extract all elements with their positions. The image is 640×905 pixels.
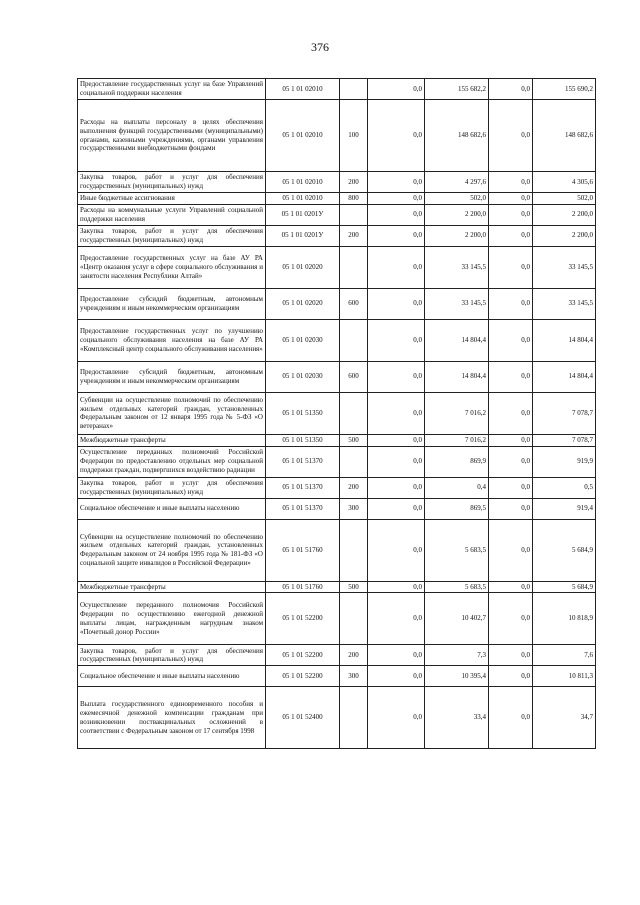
expense-type-cell: [340, 519, 368, 581]
amount-cell: 0,0: [489, 581, 533, 593]
amount-cell: 0,0: [368, 446, 425, 477]
expense-type-cell: [340, 593, 368, 645]
amount-cell: 4 305,6: [533, 172, 596, 193]
amount-cell: 0,0: [489, 288, 533, 319]
amount-cell: 0,0: [368, 519, 425, 581]
expense-type-cell: [340, 446, 368, 477]
amount-cell: 502,0: [533, 193, 596, 205]
amount-cell: 0,0: [368, 79, 425, 100]
amount-cell: 10 395,4: [425, 666, 489, 687]
amount-cell: 148 682,6: [425, 100, 489, 172]
amount-cell: 0,0: [489, 645, 533, 666]
expense-name-cell: Осуществление переданного полномочия Российской Федерации по осуществлению ежегодной денежной выплаты лицам, награжденным нагрудным знаком «Почетный донор России»: [78, 593, 266, 645]
target-code-cell: 05 1 01 02020: [266, 288, 340, 319]
expense-type-cell: 200: [340, 225, 368, 246]
amount-cell: 5 683,5: [425, 581, 489, 593]
amount-cell: 10 402,7: [425, 593, 489, 645]
expense-type-cell: 200: [340, 645, 368, 666]
expense-type-cell: 600: [340, 288, 368, 319]
amount-cell: 2 200,0: [533, 204, 596, 225]
amount-cell: 0,4: [425, 477, 489, 498]
amount-cell: 0,0: [368, 645, 425, 666]
target-code-cell: 05 1 01 52400: [266, 687, 340, 749]
amount-cell: 0,0: [368, 666, 425, 687]
amount-cell: 2 200,0: [533, 225, 596, 246]
target-code-cell: 05 1 01 51760: [266, 519, 340, 581]
target-code-cell: 05 1 01 02020: [266, 246, 340, 288]
amount-cell: 0,0: [489, 172, 533, 193]
amount-cell: 0,0: [489, 434, 533, 446]
target-code-cell: 05 1 01 0201У: [266, 225, 340, 246]
target-code-cell: 05 1 01 51760: [266, 581, 340, 593]
amount-cell: 0,0: [368, 581, 425, 593]
table-row: [78, 246, 596, 288]
amount-cell: 7 016,2: [425, 392, 489, 434]
table-row: [78, 361, 596, 392]
amount-cell: 33,4: [425, 687, 489, 749]
expense-name-cell: Субвенции на осуществление полномочий по обеспечению жильем отдельных категорий граждан, установленных Федеральным законом от 24 ноября 1995 года № 181-ФЗ «О социальной защите инвалидов в Российской Федерации»: [78, 519, 266, 581]
amount-cell: 0,0: [368, 477, 425, 498]
table-row: [78, 288, 596, 319]
table-row: [78, 204, 596, 225]
table-row: [78, 193, 596, 205]
amount-cell: 7 016,2: [425, 434, 489, 446]
expense-type-cell: [340, 246, 368, 288]
page-number: 376: [311, 40, 329, 54]
expense-name-cell: Закупка товаров, работ и услуг для обеспечения государственных (муниципальных) нужд: [78, 225, 266, 246]
table-row: [78, 172, 596, 193]
amount-cell: 5 684,9: [533, 519, 596, 581]
amount-cell: 0,0: [489, 519, 533, 581]
amount-cell: 0,0: [489, 687, 533, 749]
expense-name-cell: Расходы на коммунальные услуги Управлений социальной поддержки населения: [78, 204, 266, 225]
amount-cell: 0,0: [489, 446, 533, 477]
target-code-cell: 05 1 01 51350: [266, 392, 340, 434]
amount-cell: 869,5: [425, 498, 489, 519]
amount-cell: 0,0: [489, 666, 533, 687]
expense-name-cell: Закупка товаров, работ и услуг для обеспечения государственных (муниципальных) нужд: [78, 645, 266, 666]
amount-cell: 0,0: [489, 79, 533, 100]
expense-type-cell: [340, 204, 368, 225]
amount-cell: 10 811,3: [533, 666, 596, 687]
amount-cell: 0,0: [368, 204, 425, 225]
amount-cell: 869,9: [425, 446, 489, 477]
amount-cell: 0,0: [368, 288, 425, 319]
table-row: [78, 519, 596, 581]
target-code-cell: 05 1 01 52200: [266, 593, 340, 645]
amount-cell: 0,0: [368, 498, 425, 519]
expense-type-cell: [340, 392, 368, 434]
amount-cell: 0,0: [489, 193, 533, 205]
amount-cell: 148 682,6: [533, 100, 596, 172]
amount-cell: 5 683,5: [425, 519, 489, 581]
target-code-cell: 05 1 01 51350: [266, 434, 340, 446]
amount-cell: 0,0: [489, 246, 533, 288]
amount-cell: 0,0: [368, 100, 425, 172]
amount-cell: 7,6: [533, 645, 596, 666]
amount-cell: 0,0: [489, 319, 533, 361]
amount-cell: 33 145,5: [533, 246, 596, 288]
expense-type-cell: 300: [340, 498, 368, 519]
amount-cell: 0,0: [489, 498, 533, 519]
expense-type-cell: [340, 687, 368, 749]
target-code-cell: 05 1 01 02030: [266, 361, 340, 392]
target-code-cell: 05 1 01 0201У: [266, 204, 340, 225]
amount-cell: 0,0: [368, 193, 425, 205]
expense-name-cell: Осуществление переданных полномочий Российской Федерации по предоставлению отдельных мер социальной поддержки граждан, подвергшихся воздействию радиации: [78, 446, 266, 477]
table-row: [78, 498, 596, 519]
amount-cell: 0,0: [368, 434, 425, 446]
amount-cell: 0,0: [368, 246, 425, 288]
target-code-cell: 05 1 01 52200: [266, 666, 340, 687]
amount-cell: 2 200,0: [425, 204, 489, 225]
amount-cell: 33 145,5: [425, 288, 489, 319]
amount-cell: 0,0: [489, 593, 533, 645]
target-code-cell: 05 1 01 02010: [266, 100, 340, 172]
amount-cell: 0,0: [368, 225, 425, 246]
target-code-cell: 05 1 01 51370: [266, 477, 340, 498]
amount-cell: 33 145,5: [533, 288, 596, 319]
table-body: [78, 79, 596, 749]
expense-type-cell: 100: [340, 100, 368, 172]
amount-cell: 0,0: [489, 477, 533, 498]
amount-cell: 0,0: [489, 361, 533, 392]
expense-name-cell: Предоставление субсидий бюджетным, автономным учреждениям и иным некоммерческим организациям: [78, 288, 266, 319]
expense-type-cell: [340, 79, 368, 100]
amount-cell: 33 145,5: [425, 246, 489, 288]
expense-name-cell: Предоставление государственных услуг по улучшению социального обслуживания населения на базе АУ РА «Комплексный центр социального обслуживания населения»: [78, 319, 266, 361]
table-row: [78, 581, 596, 593]
amount-cell: 7 078,7: [533, 434, 596, 446]
table-row: [78, 434, 596, 446]
target-code-cell: 05 1 01 51370: [266, 498, 340, 519]
target-code-cell: 05 1 01 52200: [266, 645, 340, 666]
amount-cell: 5 684,9: [533, 581, 596, 593]
amount-cell: 919,9: [533, 446, 596, 477]
expense-type-cell: 300: [340, 666, 368, 687]
target-code-cell: 05 1 01 02030: [266, 319, 340, 361]
amount-cell: 155 690,2: [533, 79, 596, 100]
expense-name-cell: Социальное обеспечение и иные выплаты населению: [78, 498, 266, 519]
target-code-cell: 05 1 01 51370: [266, 446, 340, 477]
expense-name-cell: Предоставление государственных услуг на базе Управлений социальной поддержки населения: [78, 79, 266, 100]
table-row: [78, 593, 596, 645]
amount-cell: 0,0: [368, 392, 425, 434]
target-code-cell: 05 1 01 02010: [266, 193, 340, 205]
expense-name-cell: Межбюджетные трансферты: [78, 434, 266, 446]
expense-name-cell: Иные бюджетные ассигнования: [78, 193, 266, 205]
expense-name-cell: Социальное обеспечение и иные выплаты населению: [78, 666, 266, 687]
expense-name-cell: Расходы на выплаты персоналу в целях обеспечения выполнения функций государственными (муниципальными) органами, казенными учреждениями, органами управления государственными внебюджетными фондами: [78, 100, 266, 172]
table-row: [78, 79, 596, 100]
expense-type-cell: [340, 319, 368, 361]
budget-table: [77, 78, 596, 749]
table-row: [78, 645, 596, 666]
expense-name-cell: Закупка товаров, работ и услуг для обеспечения государственных (муниципальных) нужд: [78, 172, 266, 193]
amount-cell: 0,0: [368, 172, 425, 193]
table-row: [78, 666, 596, 687]
table-row: [78, 100, 596, 172]
expense-name-cell: Предоставление субсидий бюджетным, автономным учреждениям и иным некоммерческим организациям: [78, 361, 266, 392]
amount-cell: 502,0: [425, 193, 489, 205]
amount-cell: 34,7: [533, 687, 596, 749]
target-code-cell: 05 1 01 02010: [266, 79, 340, 100]
expense-name-cell: Межбюджетные трансферты: [78, 581, 266, 593]
amount-cell: 0,0: [489, 100, 533, 172]
expense-type-cell: 200: [340, 477, 368, 498]
amount-cell: 14 804,4: [425, 319, 489, 361]
amount-cell: 14 804,4: [425, 361, 489, 392]
amount-cell: 0,0: [489, 204, 533, 225]
table-row: [78, 319, 596, 361]
target-code-cell: 05 1 01 02010: [266, 172, 340, 193]
amount-cell: 2 200,0: [425, 225, 489, 246]
table-row: [78, 392, 596, 434]
table-row: [78, 446, 596, 477]
amount-cell: 10 818,9: [533, 593, 596, 645]
amount-cell: 0,0: [368, 593, 425, 645]
expense-name-cell: Выплата государственного единовременного пособия и ежемесячной денежной компенсации гражданам при возникновении поствакцинальных осложнений в соответствии с Федеральным законом от 17 сентября 1998: [78, 687, 266, 749]
amount-cell: 0,0: [489, 225, 533, 246]
amount-cell: 14 804,4: [533, 319, 596, 361]
amount-cell: 919,4: [533, 498, 596, 519]
amount-cell: 7,3: [425, 645, 489, 666]
expense-name-cell: Предоставление государственных услуг на базе АУ РА «Центр оказания услуг в сфере социального обслуживания и занятости населения Республики Алтай»: [78, 246, 266, 288]
expense-type-cell: 800: [340, 193, 368, 205]
amount-cell: 4 297,6: [425, 172, 489, 193]
amount-cell: 0,0: [368, 687, 425, 749]
amount-cell: 0,5: [533, 477, 596, 498]
expense-name-cell: Закупка товаров, работ и услуг для обеспечения государственных (муниципальных) нужд: [78, 477, 266, 498]
amount-cell: 155 682,2: [425, 79, 489, 100]
expense-type-cell: 200: [340, 172, 368, 193]
table-row: [78, 225, 596, 246]
amount-cell: 0,0: [368, 319, 425, 361]
amount-cell: 0,0: [368, 361, 425, 392]
amount-cell: 0,0: [489, 392, 533, 434]
expense-type-cell: 500: [340, 581, 368, 593]
table-row: [78, 477, 596, 498]
amount-cell: 7 078,7: [533, 392, 596, 434]
expense-type-cell: 600: [340, 361, 368, 392]
amount-cell: 14 804,4: [533, 361, 596, 392]
expense-type-cell: 500: [340, 434, 368, 446]
expense-name-cell: Субвенции на осуществление полномочий по обеспечению жильем отдельных категорий граждан, установленных Федеральным законом от 12 января 1995 года № 5-ФЗ «О ветеранах»: [78, 392, 266, 434]
table-row: [78, 687, 596, 749]
